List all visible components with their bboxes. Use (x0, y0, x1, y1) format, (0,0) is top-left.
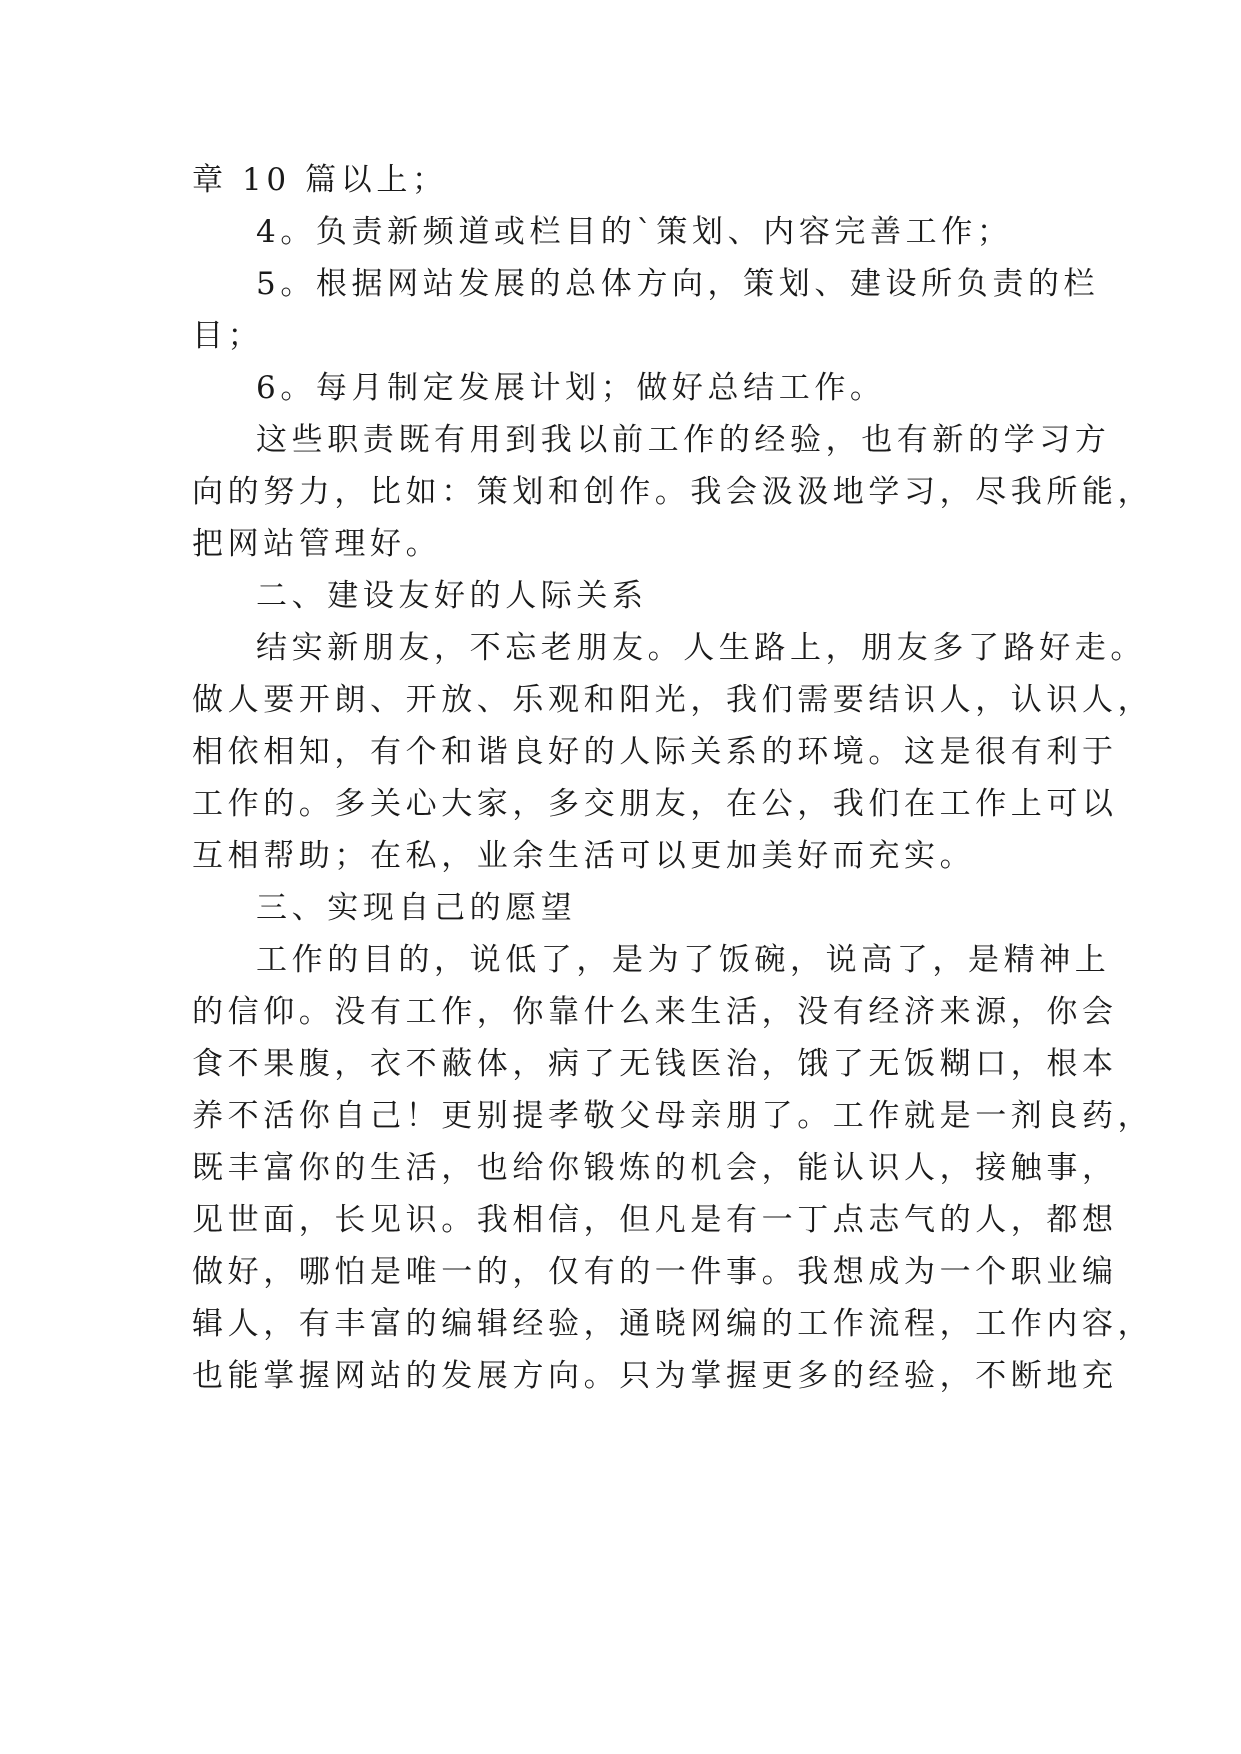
text-line-2: 4。负责新频道或栏目的`策划、内容完善工作； (256, 214, 1013, 250)
text-line-3: 5。根据网站发展的总体方向，策划、建设所负责的栏 (256, 266, 1100, 302)
text-line-23: 辑人，有丰富的编辑经验，通晓网编的工作流程，工作内容， (192, 1306, 1154, 1342)
section-heading-3: 三、实现自己的愿望 (256, 890, 577, 926)
text-line-19: 养不活你自己！更别提孝敬父母亲朋了。工作就是一剂良药， (192, 1098, 1154, 1134)
text-line-22: 做好，哪怕是唯一的，仅有的一件事。我想成为一个职业编 (192, 1254, 1118, 1290)
text-line-14: 互相帮助；在私，业余生活可以更加美好而充实。 (192, 838, 976, 874)
text-line-18: 食不果腹，衣不蔽体，病了无钱医治，饿了无饭糊口，根本 (192, 1046, 1118, 1082)
text-line-16: 工作的目的，说低了，是为了饭碗，说高了，是精神上 (256, 942, 1111, 978)
text-line-24: 也能掌握网站的发展方向。只为掌握更多的经验，不断地充 (192, 1358, 1118, 1394)
text-line-1: 章 10 篇以上； (192, 162, 448, 198)
text-line-11: 做人要开朗、开放、乐观和阳光，我们需要结识人，认识人， (192, 682, 1154, 718)
text-line-7: 向的努力，比如：策划和创作。我会汲汲地学习，尽我所能， (192, 474, 1154, 510)
text-line-10: 结实新朋友，不忘老朋友。人生路上，朋友多了路好走。 (256, 630, 1146, 666)
text-line-5: 6。每月制定发展计划；做好总结工作。 (256, 370, 886, 406)
text-line-12: 相依相知，有个和谐良好的人际关系的环境。这是很有利于 (192, 734, 1118, 770)
section-heading-2: 二、建设友好的人际关系 (256, 578, 648, 614)
text-line-8: 把网站管理好。 (192, 526, 442, 562)
text-line-4: 目； (192, 318, 264, 354)
text-line-6: 这些职责既有用到我以前工作的经验，也有新的学习方 (256, 422, 1111, 458)
text-line-17: 的信仰。没有工作，你靠什么来生活，没有经济来源，你会 (192, 994, 1118, 1030)
text-line-21: 见世面，长见识。我相信，但凡是有一丁点志气的人，都想 (192, 1202, 1118, 1238)
text-line-20: 既丰富你的生活，也给你锻炼的机会，能认识人，接触事， (192, 1150, 1118, 1186)
text-line-13: 工作的。多关心大家，多交朋友，在公，我们在工作上可以 (192, 786, 1118, 822)
